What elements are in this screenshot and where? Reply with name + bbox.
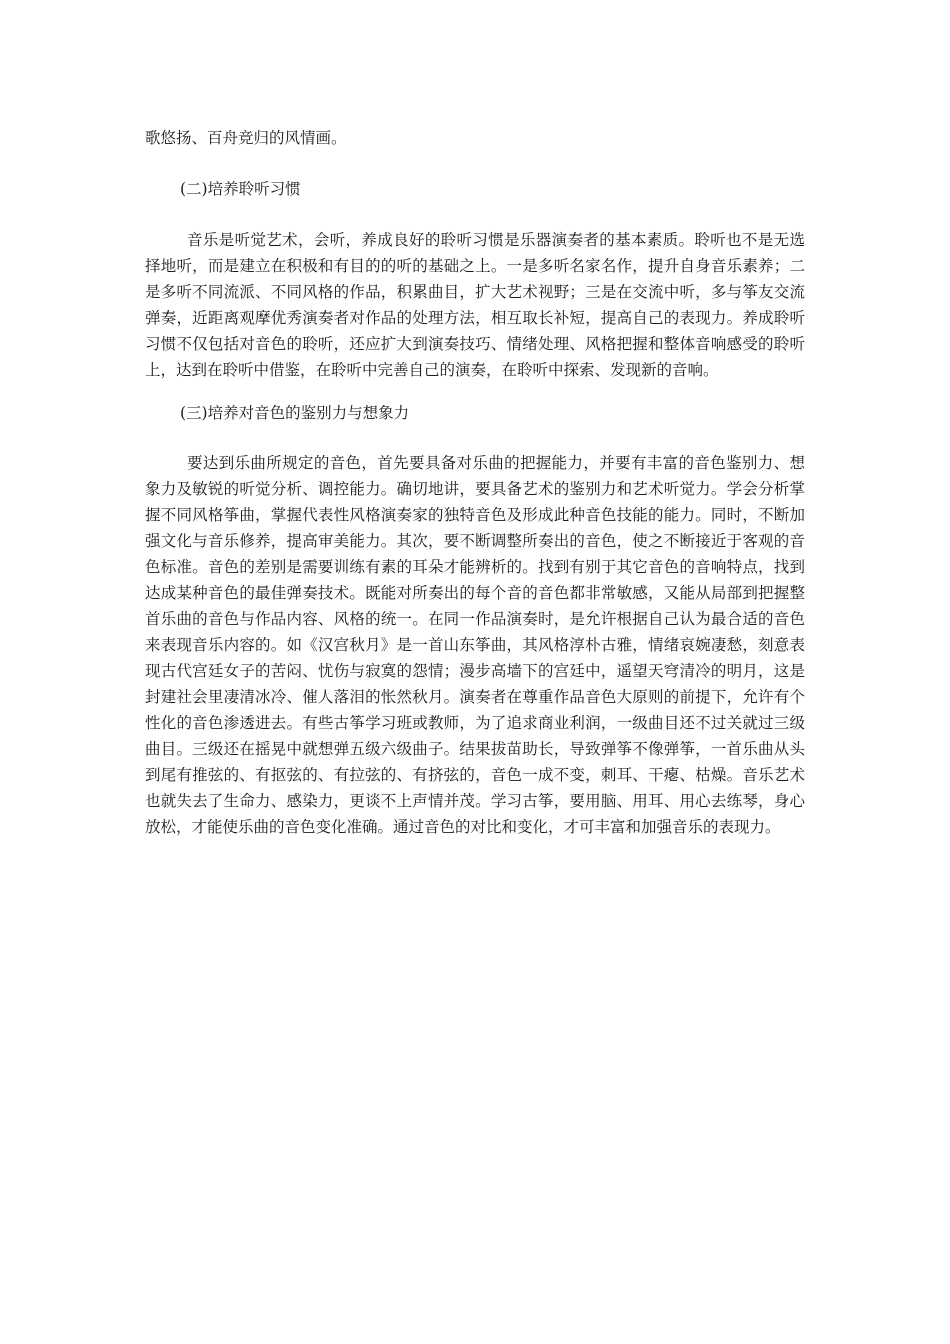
continuation-text: 歌悠扬、百舟竞归的风情画。 [145, 129, 347, 147]
section-paragraph-3: 要达到乐曲所规定的音色，首先要具备对乐曲的把握能力，并要有丰富的音色鉴别力、想象力及敏锐的听觉分析、调控能力。确切地讲，要具备艺术的鉴别力和艺术听觉力。学会分析掌握不同风格筝曲，掌握代表性风格演奏家的独特音色及形成此种音色技能的能力。同时，不断加强文化与音乐修养，提高审美能力。其次，要不断调整所奏出的音色，使之不断接近于客观的音色标准。音色的差别是需要训练有素的耳朵才能辨析的。找到有别于其它音色的音响特点，找到达成某种音色的最佳弹奏技术。既能对所奏出的每个音的音色都非常敏感，又能从局部到把握整首乐曲的音色与作品内容、风格的统一。在同一作品演奏时，是允许根据自己认为最合适的音色来表现音乐内容的。如《汉宫秋月》是一首山东筝曲，其风格淳朴古雅，情绪哀婉凄愁，刻意表现古代宫廷女子的苦闷、忧伤与寂寞的怨情；漫步高墙下的宫廷中，遥望天穹清冷的明月，这是封建社会里凄清冰冷、催人落泪的怅然秋月。演奏者在尊重作品音色大原则的前提下，允许有个性化的音色渗透进去。有些古筝学习班或教师，为了追求商业利润，一级曲目还不过关就过三级曲目。三级还在摇晃中就想弹五级六级曲子。结果拔苗助长，导致弹筝不像弹筝，一首乐曲从头到尾有推弦的、有抠弦的、有拉弦的、有挤弦的，音色一成不变，刺耳、干瘪、枯燥。音乐艺术也就失去了生命力、感染力，更谈不上声情并茂。学习古筝，要用脑、用耳、用心去练琴，身心放松，才能使乐曲的音色变化准确。通过音色的对比和变化，才可丰富和加强音乐的表现力。 [145, 454, 805, 836]
section-paragraph-2: 音乐是听觉艺术，会听，养成良好的聆听习惯是乐器演奏者的基本素质。聆听也不是无选择地听，而是建立在积极和有目的的听的基础之上。一是多听名家名作，提升自身音乐素养；二是多听不同流派、不同风格的作品，积累曲目，扩大艺术视野；三是在交流中听，多与筝友交流弹奏，近距离观摩优秀演奏者对作品的处理方法，相互取长补短，提高自己的表现力。养成聆听习惯不仅包括对音色的聆听，还应扩大到演奏技巧、情绪处理、风格把握和整体音响感受的聆听上，达到在聆听中借鉴，在聆听中完善自己的演奏，在聆听中探索、发现新的音响。 [145, 231, 805, 379]
section-heading-2: (二)培养聆听习惯 [180, 180, 301, 198]
section-heading-3: (三)培养对音色的鉴别力与想象力 [180, 404, 410, 422]
